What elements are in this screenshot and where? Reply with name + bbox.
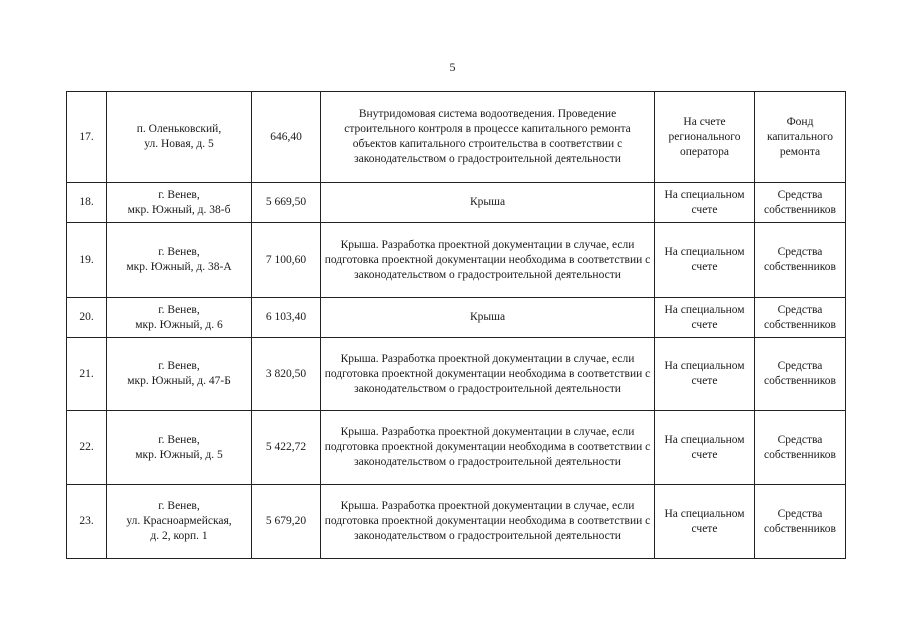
area-cell: 7 100,60 (252, 223, 321, 298)
table-row (67, 298, 846, 338)
table-row (67, 92, 846, 183)
account-cell: На специальном счете (655, 411, 755, 485)
account-cell: На счете регионального оператора (655, 92, 755, 183)
account-cell: На специальном счете (655, 485, 755, 559)
row-number: 19. (67, 223, 107, 298)
address-cell: г. Венев, мкр. Южный, д. 5 (107, 411, 252, 485)
works-cell: Крыша. Разработка проектной документации в случае, если подготовка проектной документации необходима в соответствии с законодательством о градостроительной деятельности (321, 411, 655, 485)
funding-source-cell: Средства собственников (755, 223, 846, 298)
account-cell: На специальном счете (655, 223, 755, 298)
table-row (67, 183, 846, 223)
row-number: 23. (67, 485, 107, 559)
works-cell: Внутридомовая система водоотведения. Проведение строительного контроля в процессе капитального ремонта объектов капитального строительства в соответствии с законодательством о градостроительной деятельности (321, 92, 655, 183)
area-cell: 6 103,40 (252, 298, 321, 338)
works-cell: Крыша (321, 183, 655, 223)
works-cell: Крыша. Разработка проектной документации в случае, если подготовка проектной документации необходима в соответствии с законодательством о градостроительной деятельности (321, 338, 655, 411)
account-cell: На специальном счете (655, 183, 755, 223)
address-cell: г. Венев, ул. Красноармейская, д. 2, корп. 1 (107, 485, 252, 559)
address-cell: г. Венев, мкр. Южный, д. 38-б (107, 183, 252, 223)
table-row (67, 411, 846, 485)
area-cell: 3 820,50 (252, 338, 321, 411)
table-row (67, 223, 846, 298)
row-number: 20. (67, 298, 107, 338)
account-cell: На специальном счете (655, 298, 755, 338)
funding-source-cell: Средства собственников (755, 298, 846, 338)
funding-source-cell: Средства собственников (755, 485, 846, 559)
registry-table (66, 91, 846, 559)
funding-source-cell: Фонд капитального ремонта (755, 92, 846, 183)
works-cell: Крыша (321, 298, 655, 338)
address-cell: г. Венев, мкр. Южный, д. 38-А (107, 223, 252, 298)
registry-table-body (67, 92, 846, 559)
works-cell: Крыша. Разработка проектной документации в случае, если подготовка проектной документации необходима в соответствии с законодательством о градостроительной деятельности (321, 485, 655, 559)
page-number: 5 (449, 60, 456, 74)
funding-source-cell: Средства собственников (755, 183, 846, 223)
table-row (67, 485, 846, 559)
works-cell: Крыша. Разработка проектной документации в случае, если подготовка проектной документации необходима в соответствии с законодательством о градостроительной деятельности (321, 223, 655, 298)
row-number: 18. (67, 183, 107, 223)
area-cell: 646,40 (252, 92, 321, 183)
area-cell: 5 669,50 (252, 183, 321, 223)
account-cell: На специальном счете (655, 338, 755, 411)
table-row (67, 338, 846, 411)
address-cell: г. Венев, мкр. Южный, д. 6 (107, 298, 252, 338)
funding-source-cell: Средства собственников (755, 338, 846, 411)
row-number: 17. (67, 92, 107, 183)
row-number: 22. (67, 411, 107, 485)
address-cell: г. Венев, мкр. Южный, д. 47-Б (107, 338, 252, 411)
funding-source-cell: Средства собственников (755, 411, 846, 485)
area-cell: 5 422,72 (252, 411, 321, 485)
row-number: 21. (67, 338, 107, 411)
area-cell: 5 679,20 (252, 485, 321, 559)
address-cell: п. Оленьковский, ул. Новая, д. 5 (107, 92, 252, 183)
